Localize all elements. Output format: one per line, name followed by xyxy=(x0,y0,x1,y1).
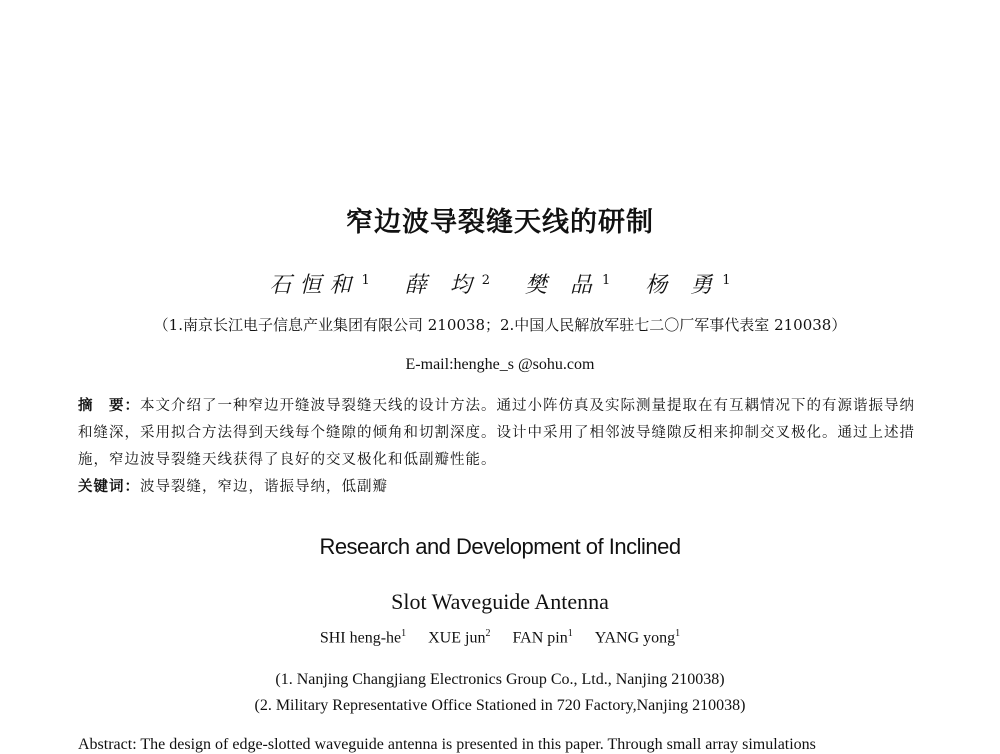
chinese-abstract-label: 摘 要： xyxy=(78,397,140,414)
chinese-abstract-text: 本文介绍了一种窄边开缝波导裂缝天线的设计方法。通过小阵仿真及实际测量提取在有互耦情况下的有源谐振导纳和缝深，采用拟合方法得到天线每个缝隙的倾角和切割深度。设计中采用了相邻波导缝隙反相来抑制交叉极化。通过上述措施，窄边波导裂缝天线获得了良好的交叉极化和低副瓣性能。 xyxy=(78,398,915,468)
chinese-abstract xyxy=(78,392,920,474)
chinese-keywords-text: 波导裂缝，窄边，谐振导纳，低副瓣 xyxy=(140,479,388,495)
chinese-keywords-label: 关键词： xyxy=(78,478,140,495)
chinese-affiliation: （1.南京长江电子信息产业集团有限公司 210038；2.中国人民解放军驻七二〇厂军事代表室 210038） xyxy=(153,316,847,334)
english-abstract-label: Abstract: xyxy=(78,736,137,753)
chinese-keywords xyxy=(78,475,388,496)
english-author: FAN pin$^1$ xyxy=(512,628,573,647)
english-author: YANG yong$^1$ xyxy=(594,628,681,647)
english-title-line2: Slot Waveguide Antenna xyxy=(391,589,609,614)
chinese-author-list xyxy=(0,268,1000,299)
english-author-list xyxy=(0,628,1000,647)
english-abstract xyxy=(78,736,816,754)
chinese-author: 杨 勇 $^1$ xyxy=(645,272,731,298)
english-affiliation-1: (1. Nanjing Changjiang Electronics Group Co., Ltd., Nanjing 210038) xyxy=(275,671,725,688)
chinese-title: 窄边波导裂缝天线的研制 xyxy=(346,207,654,238)
english-author: SHI heng-$he^1$ xyxy=(319,628,407,647)
chinese-author: 石恒和 $^1$ xyxy=(269,272,370,298)
chinese-author: 樊 品 $^1$ xyxy=(525,272,611,298)
english-abstract-text: The design of edge-slotted waveguide antenna is presented in this paper. Through small array simulations xyxy=(140,736,816,753)
email-address: E-mail:henghe_s @sohu.com xyxy=(405,356,595,373)
chinese-author: 薛 均 $^2$ xyxy=(404,272,490,298)
english-affiliation-2: (2. Military Representative Office Stationed in 720 Factory,Nanjing 210038) xyxy=(254,697,746,714)
english-author: XUE jun$^2$ xyxy=(428,628,491,647)
english-title-line1: Research and Development of Inclined xyxy=(319,534,681,559)
